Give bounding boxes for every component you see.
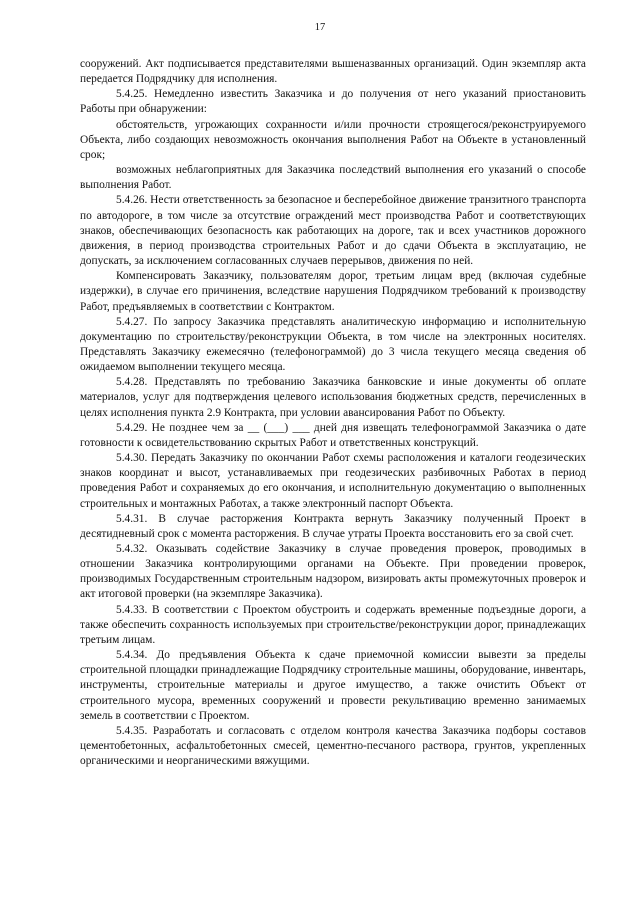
paragraph: 5.4.29. Не позднее чем за __ (___) ___ дней дня извещать телефонограммой Заказчика о дате готовности к освидетельствованию скрытых Работ и ответственных конструкций.	[80, 421, 586, 449]
paragraph: 5.4.25. Немедленно известить Заказчика и до получения от него указаний приостановить Работы при обнаружении:	[80, 88, 586, 116]
paragraph: возможных неблагоприятных для Заказчика последствий выполнения его указаний о способе выполнения Работ.	[80, 164, 586, 192]
paragraph: 5.4.35. Разработать и согласовать с отделом контроля качества Заказчика подборы составов цементобетонных, асфальтобетонных смесей, цементно-песчаного раствора, грунтов, укрепленных органическими и неорганическими вяжущими.	[80, 724, 586, 768]
paragraph: 5.4.32. Оказывать содействие Заказчику в случае проведения проверок, проводимых в отношении Заказчика контролирующими органами на Объекте. При проведении проверок, производимых Государственным строительным надзором, визировать акты промежуточных проверок и акт итоговой проверки (на экземпляре Заказчика).	[80, 543, 586, 601]
paragraph: Компенсировать Заказчику, пользователям дорог, третьим лицам вред (включая судебные издержки), в случае его причинения, вследствие нарушения Подрядчиком требований к производству Работ, предъявляемых в соответствии с Контрактом.	[80, 270, 586, 313]
paragraph: обстоятельств, угрожающих сохранности и/или прочности строящегося/реконструируемого Объекта, либо создающих невозможность окончания выполнения Работ на Объекте в установленный срок;	[80, 118, 586, 161]
page-number: 17	[314, 22, 326, 33]
paragraph: 5.4.28. Представлять по требованию Заказчика банковские и иные документы об оплате материалов, услуг для подтверждения целевого использования бюджетных средств, перечисленных в целях исполнения пункта 2.9 Контракта, при условии авансирования Работ по Объекту.	[80, 376, 586, 419]
paragraph: 5.4.30. Передать Заказчику по окончании Работ схемы расположения и каталоги геодезических знаков координат и высот, устанавливаемых при геодезических разбивочных Работах в период проведения Работ и сохраняемых до его окончания, и исполнительную документацию о выполненных строительных и монтажных Работах, а также электронный паспорт Объекта.	[80, 452, 586, 510]
paragraph: 5.4.34. До предъявления Объекта к сдаче приемочной комиссии вывезти за пределы строительной площадки принадлежащие Подрядчику строительные машины, оборудование, инвентарь, инструменты, строительные материалы и другое имущество, а также очистить Объект от строительного мусора, временных сооружений и провести рекультивацию временно занимаемых земель в соответствии с Проектом.	[80, 649, 586, 722]
paragraph: 5.4.26. Нести ответственность за безопасное и бесперебойное движение транзитного транспорта по автодороге, в том числе за отсутствие ограждений мест производства Работ и соответствующих знаков, обеспечивающих безопасность как работающих на дороге, так и всех участников дорожного движения, в период производства строительных Работ и до сдачи Объекта в эксплуатацию, не допускать, за исключением согласованных случаев перерывов, движения по ней.	[80, 194, 587, 268]
paragraph: 5.4.33. В соответствии с Проектом обустроить и содержать временные подъездные дороги, а также обеспечить сохранность используемых при строительстве/реконструкции дорог, принадлежащих третьим лицам.	[80, 603, 586, 646]
paragraph: 5.4.27. По запросу Заказчика представлять аналитическую информацию и исполнительную документацию по строительству/реконструкции Объекта, в том числе на электронных носителях. Представлять Заказчику ежемесячно (телефонограммой) до 3 числа текущего месяца сведения об ожидаемом выполнении текущего месяца.	[80, 315, 586, 374]
document-body	[80, 57, 586, 769]
paragraph: 5.4.31. В случае расторжения Контракта вернуть Заказчику полученный Проект в десятидневный срок с момента расторжения. В случае утраты Проекта восстановить его за свой счет.	[80, 512, 586, 540]
paragraph: сооружений. Акт подписывается представителями вышеназванных организаций. Один экземпляр акта передается Подрядчику для исполнения.	[80, 58, 586, 86]
